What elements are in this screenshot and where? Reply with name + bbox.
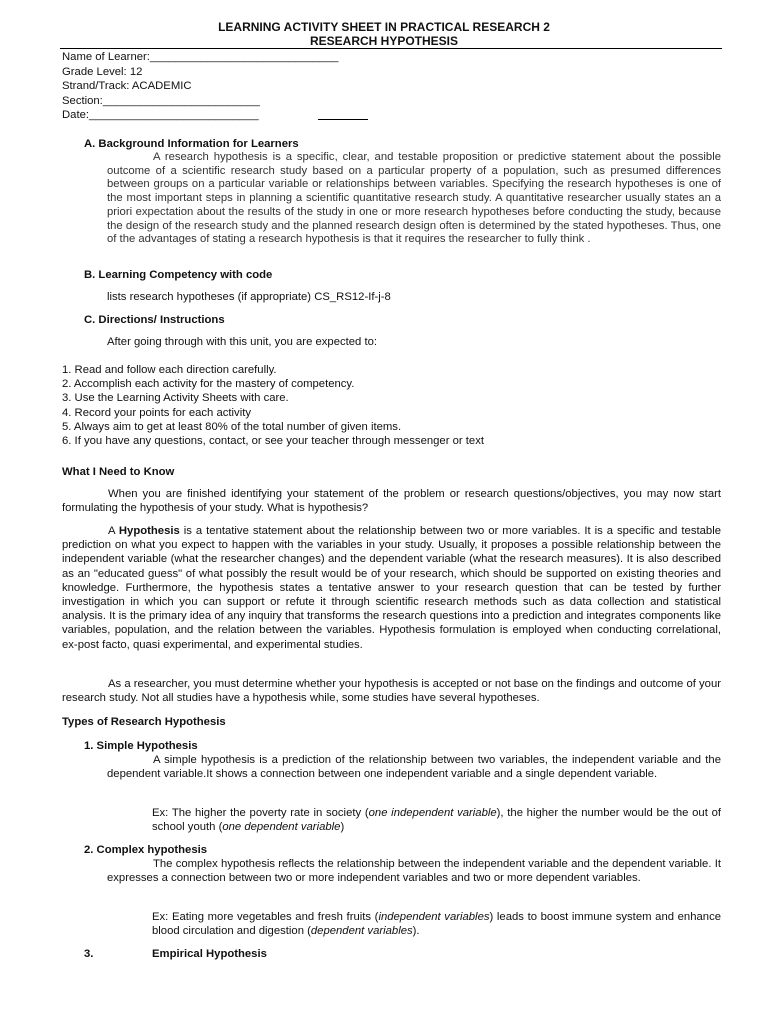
- grade-level-field: Grade Level: 12: [62, 66, 143, 78]
- empirical-hypothesis-number: 3.: [84, 948, 94, 960]
- directions-list: [62, 363, 484, 448]
- list-item: 5. Always aim to get at least 80% of the total number of given items.: [62, 420, 402, 433]
- definition-text: is a tentative statement about the relationship between two or more variables. It is a specific and testable prediction on what you expect to happen with the variables in your study. Usually, it proposes a possible relationship between the independent variable (what the researcher changes) and the dependent variable (what the research measures). It is also described as an "educated guess" of what possibly the result would be of your research, which should be supported on existing theories and knowledge. Furthermore, the hypothesis states a tentative answer to your research question that can be tested by further investigation in which you can support or refute it through scientific research methods such as data collection and statistical analysis. It is the primary idea of any inquiry that transforms the research questions into a prediction and integrates components like variables, population, and the relation between the variables. Hypothesis formulation is employed when conducting correlational, ex-post facto, quasi experimental, and experimental studies.: [62, 525, 721, 651]
- date-extra-line: [318, 107, 368, 120]
- section-b-heading: B. Learning Competency with code: [84, 269, 273, 281]
- name-of-learner-field: Name of Learner:______________________________: [62, 51, 339, 63]
- list-item: 3. Use the Learning Activity Sheets with care.: [62, 392, 289, 405]
- complex-hypothesis-body: The complex hypothesis reflects the relationship between the independent variable and the dependent variable. It expresses a connection between two or more independent variables and two or more dependent variables.: [107, 858, 721, 885]
- section-b-competency: lists research hypotheses (if appropriate) CS_RS12-If-j-8: [107, 291, 391, 303]
- section-field: Section:_________________________: [62, 95, 260, 107]
- list-item: 2. Accomplish each activity for the mastery of competency.: [62, 378, 355, 391]
- simple-hypothesis-body: A simple hypothesis is a prediction of the relationship between two variables, the independent variable and the dependent variable.It shows a connection between one independent variable and a single dependent variable.: [107, 754, 721, 781]
- list-item: 6. If you have any questions, contact, or see your teacher through messenger or text: [62, 435, 484, 448]
- complex-hypothesis-heading: 2. Complex hypothesis: [84, 844, 208, 856]
- section-c-intro: After going through with this unit, you are expected to:: [107, 336, 378, 348]
- list-item: 4. Record your points for each activity: [62, 406, 251, 419]
- need-to-know-paragraph-1: When you are finished identifying your statement of the problem or research questions/objectives, you may now start formulating the hypothesis of your study. What is hypothesis?: [62, 488, 721, 515]
- simple-hypothesis-heading: 1. Simple Hypothesis: [84, 740, 198, 752]
- need-to-know-paragraph-3: As a researcher, you must determine whether your hypothesis is accepted or not base on the findings and outcome of your research study. Not all studies have a hypothesis while, some studies have several hypotheses.: [62, 678, 721, 705]
- section-a-heading: A. Background Information for Learners: [84, 138, 299, 150]
- date-field: Date:___________________________: [62, 109, 259, 121]
- hypothesis-term: Hypothesis: [118, 525, 180, 537]
- strand-track-field: Strand/Track: ACADEMIC: [62, 80, 192, 92]
- what-i-need-to-know-heading: What I Need to Know: [62, 466, 175, 478]
- sheet-title: LEARNING ACTIVITY SHEET IN PRACTICAL RESEARCH 2: [218, 20, 550, 34]
- definition-lead: A: [108, 525, 119, 537]
- complex-hypothesis-example: Ex: Eating more vegetables and fresh fruits (independent variables) leads to boost immune system and enhance blood circulation and digestion (dependent variables).: [152, 911, 721, 938]
- empirical-hypothesis-heading: Empirical Hypothesis: [152, 948, 267, 960]
- hypothesis-definition-paragraph: [62, 524, 721, 652]
- section-a-body: A research hypothesis is a specific, clear, and testable proposition or predictive statement about the possible outcome of a scientific research study based on a particular property of a population, such as presumed differences between groups on a particular variable or relationships between variables. Specifying the research hypotheses is one of the most important steps in planning a scientific quantitative research study. A quantitative researcher usually states an a priori expectation about the results of the study in one or more research hypotheses before conducting the study, because the design of the research study and the planned research design often is determined by the stated hypotheses. Thus, one of the advantages of stating a research hypothesis is that it requires the researcher to fully think .: [107, 151, 721, 246]
- header-divider: [60, 48, 722, 49]
- list-item: 1. Read and follow each direction carefully.: [62, 364, 277, 376]
- simple-hypothesis-example: Ex: The higher the poverty rate in society (one independent variable), the higher the number would be the out of school youth (one dependent variable): [152, 807, 721, 834]
- section-c-heading: C. Directions/ Instructions: [84, 314, 225, 326]
- types-heading: Types of Research Hypothesis: [62, 716, 226, 728]
- sheet-subtitle: RESEARCH HYPOTHESIS: [309, 34, 459, 48]
